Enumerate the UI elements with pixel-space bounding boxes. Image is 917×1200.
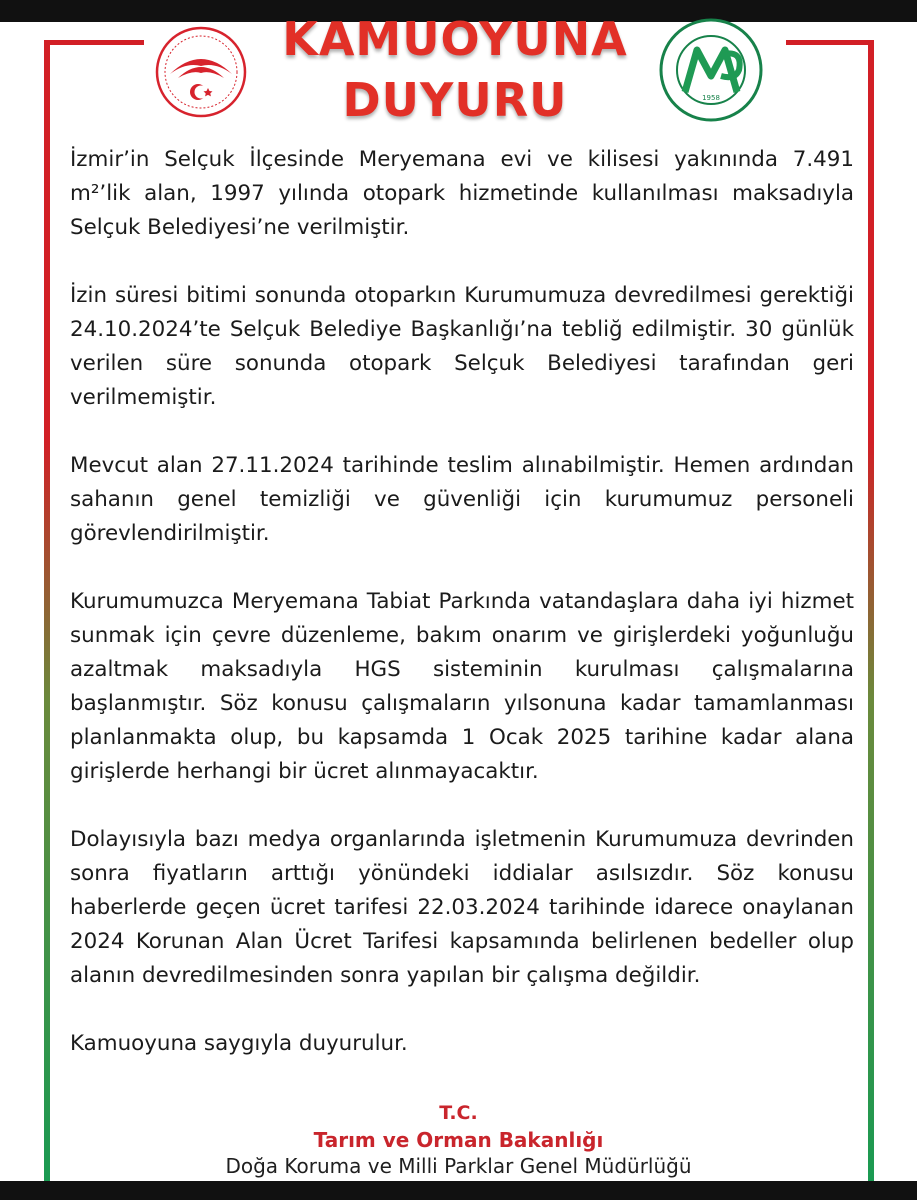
closing-line: Kamuoyuna saygıyla duyurulur. (70, 1031, 408, 1056)
ministry-logo (140, 22, 262, 118)
signature-directorate: Doğa Koruma ve Milli Parklar Genel Müdürlüğü (225, 1154, 692, 1178)
frame-top-right (786, 40, 874, 45)
paragraph-5: Dolayısıyla bazı medya organlarında işletmenin Kurumumuza devrinden sonra fiyatların arttığı yönündeki iddialar asılsızdır. Söz konusu haberlerde geçen ücret tarifesi 22.03.2024 tarihinde idarece onaylanan 2024 Korunan Alan Ücret Tarifesi kapsamında belirlenen bedeller olup alanın devredilmesinden sonra yapılan bir çalışma değildir. (70, 827, 854, 988)
signature-ministry: Tarım ve Orman Bakanlığı (313, 1128, 604, 1152)
paragraph-1: İzmir’in Selçuk İlçesinde Meryemana evi ve kilisesi yakınında 7.491 m²’lik alan, 1997 yılında otopark hizmetinde kullanılması maksadıyla Selçuk Belediyesi’ne verilmiştir. (70, 147, 854, 240)
bottom-nav-bar (0, 1181, 917, 1200)
dkmp-logo (645, 14, 777, 122)
signature-tc: T.C. (439, 1102, 478, 1124)
dkmp-logo-year: 1958 (702, 94, 720, 102)
title-line-2: DUYURU (342, 73, 568, 127)
paragraph-2: İzin süresi bitimi sonunda otoparkın Kurumumuza devredilmesi gerektiği 24.10.2024’te Selçuk Belediye Başkanlığı’na tebliğ edilmiştir. 30 günlük verilen süre sonunda otopark Selçuk Belediyesi tarafından geri verilmemiştir. (70, 283, 854, 410)
paragraph-3: Mevcut alan 27.11.2024 tarihinde teslim alınabilmiştir. Hemen ardından sahanın genel temizliği ve güvenliği için kurumumuz personeli görevlendirilmiştir. (70, 453, 854, 546)
frame-right-border (868, 40, 874, 1181)
frame-top-left (44, 40, 144, 45)
frame-left-border (44, 40, 50, 1181)
title-line-1: KAMUOYUNA (282, 12, 628, 66)
paragraph-4: Kurumumuzca Meryemana Tabiat Parkında vatandaşlara daha iyi hizmet sunmak için çevre düzenleme, bakım onarım ve girişlerdeki yoğunluğu azaltmak maksadıyla HGS sisteminin kurulması çalışmalarına başlanmıştır. Söz konusu çalışmaların yılsonuna kadar tamamlanması planlanmakta olup, bu kapsamda 1 Ocak 2025 tarihine kadar alana girişlerde herhangi bir ücret alınmayacaktır. (70, 589, 854, 784)
announcement-body (70, 143, 854, 1061)
